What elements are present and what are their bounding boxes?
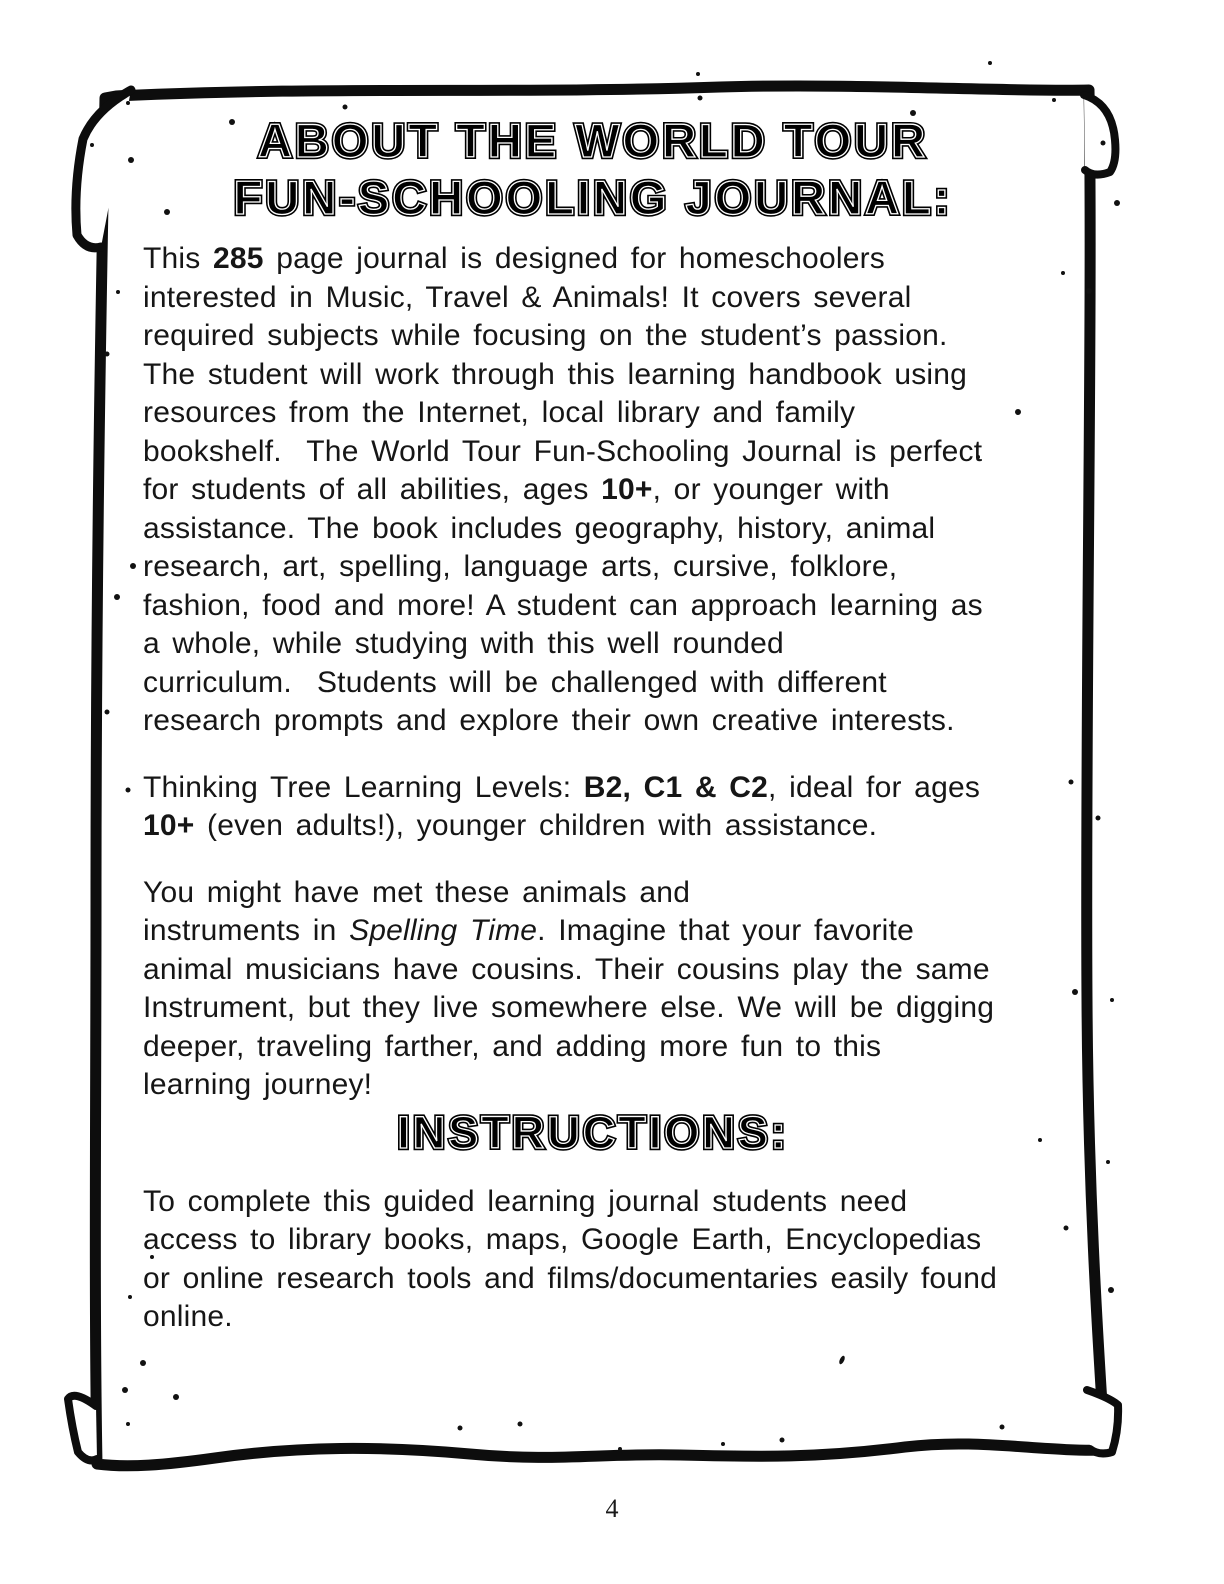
paragraph-about [143,240,1043,741]
text-line: This 285 page journal is designed for homeschoolers [143,242,885,275]
text-line: required subjects while focusing on the student’s passion. [143,319,948,352]
fold-top-left [76,90,131,248]
page-title [143,112,1043,226]
text-line: Instrument, but they live somewhere else. We will be digging [143,991,995,1024]
text-line: interested in Music, Travel & Animals! It covers several [143,280,912,314]
text-line: To complete this guided learning journal students need [143,1184,908,1218]
page-title-line1: ABOUT THE WORLD TOUR ABOUT THE WORLD TOUR [143,112,1043,169]
text-line: curriculum. Students will be challenged with different [143,665,887,699]
page-title-line2: FUN-SCHOOLING JOURNAL: FUN-SCHOOLING JOURNAL: [143,169,1043,226]
text-line: or online research tools and films/documentaries easily found [143,1261,997,1295]
text-line: online. [143,1300,233,1333]
text-line: research prompts and explore their own creative interests. [143,704,955,737]
text-line: You might have met these animals and [143,875,691,909]
text-line: animal musicians have cousins. Their cousins play the same [143,952,990,986]
text-line: resources from the Internet, local library and family [143,396,856,429]
fold-bottom-right [1087,1390,1118,1453]
text-line: 10+ (even adults!), younger children with assistance. [143,809,878,842]
paragraph-levels [143,769,1043,846]
page-content [143,112,1043,1337]
text-line: fashion, food and more! A student can approach learning as [143,588,983,622]
text-line: instruments in Spelling Time. Imagine that your favorite [143,914,914,947]
text-line: a whole, while studying with this well rounded [143,627,784,660]
fold-top-right [1084,95,1115,175]
instructions-heading: INSTRUCTIONS: INSTRUCTIONS: [143,1107,1043,1159]
text-line: assistance. The book includes geography, history, animal [143,511,936,545]
text-line: access to library books, maps, Google Earth, Encyclopedias [143,1223,982,1256]
text-line: for students of all abilities, ages 10+, or younger with [143,473,890,506]
text-line: The student will work through this learning handbook using [143,357,968,391]
paragraph-instructions [143,1183,1043,1337]
text-line: deeper, traveling farther, and adding more fun to this [143,1029,882,1063]
page-number: 4 [605,1494,619,1523]
paragraph-spelling-time [143,874,1043,1105]
fold-bottom-left [68,1396,97,1461]
text-line: bookshelf. The World Tour Fun-Schooling Journal is perfect [143,434,983,468]
text-line: learning journey! [143,1068,373,1101]
text-line: Thinking Tree Learning Levels: B2, C1 & C2, ideal for ages [143,770,981,804]
text-line: research, art, spelling, language arts, cursive, folklore, [143,550,898,583]
